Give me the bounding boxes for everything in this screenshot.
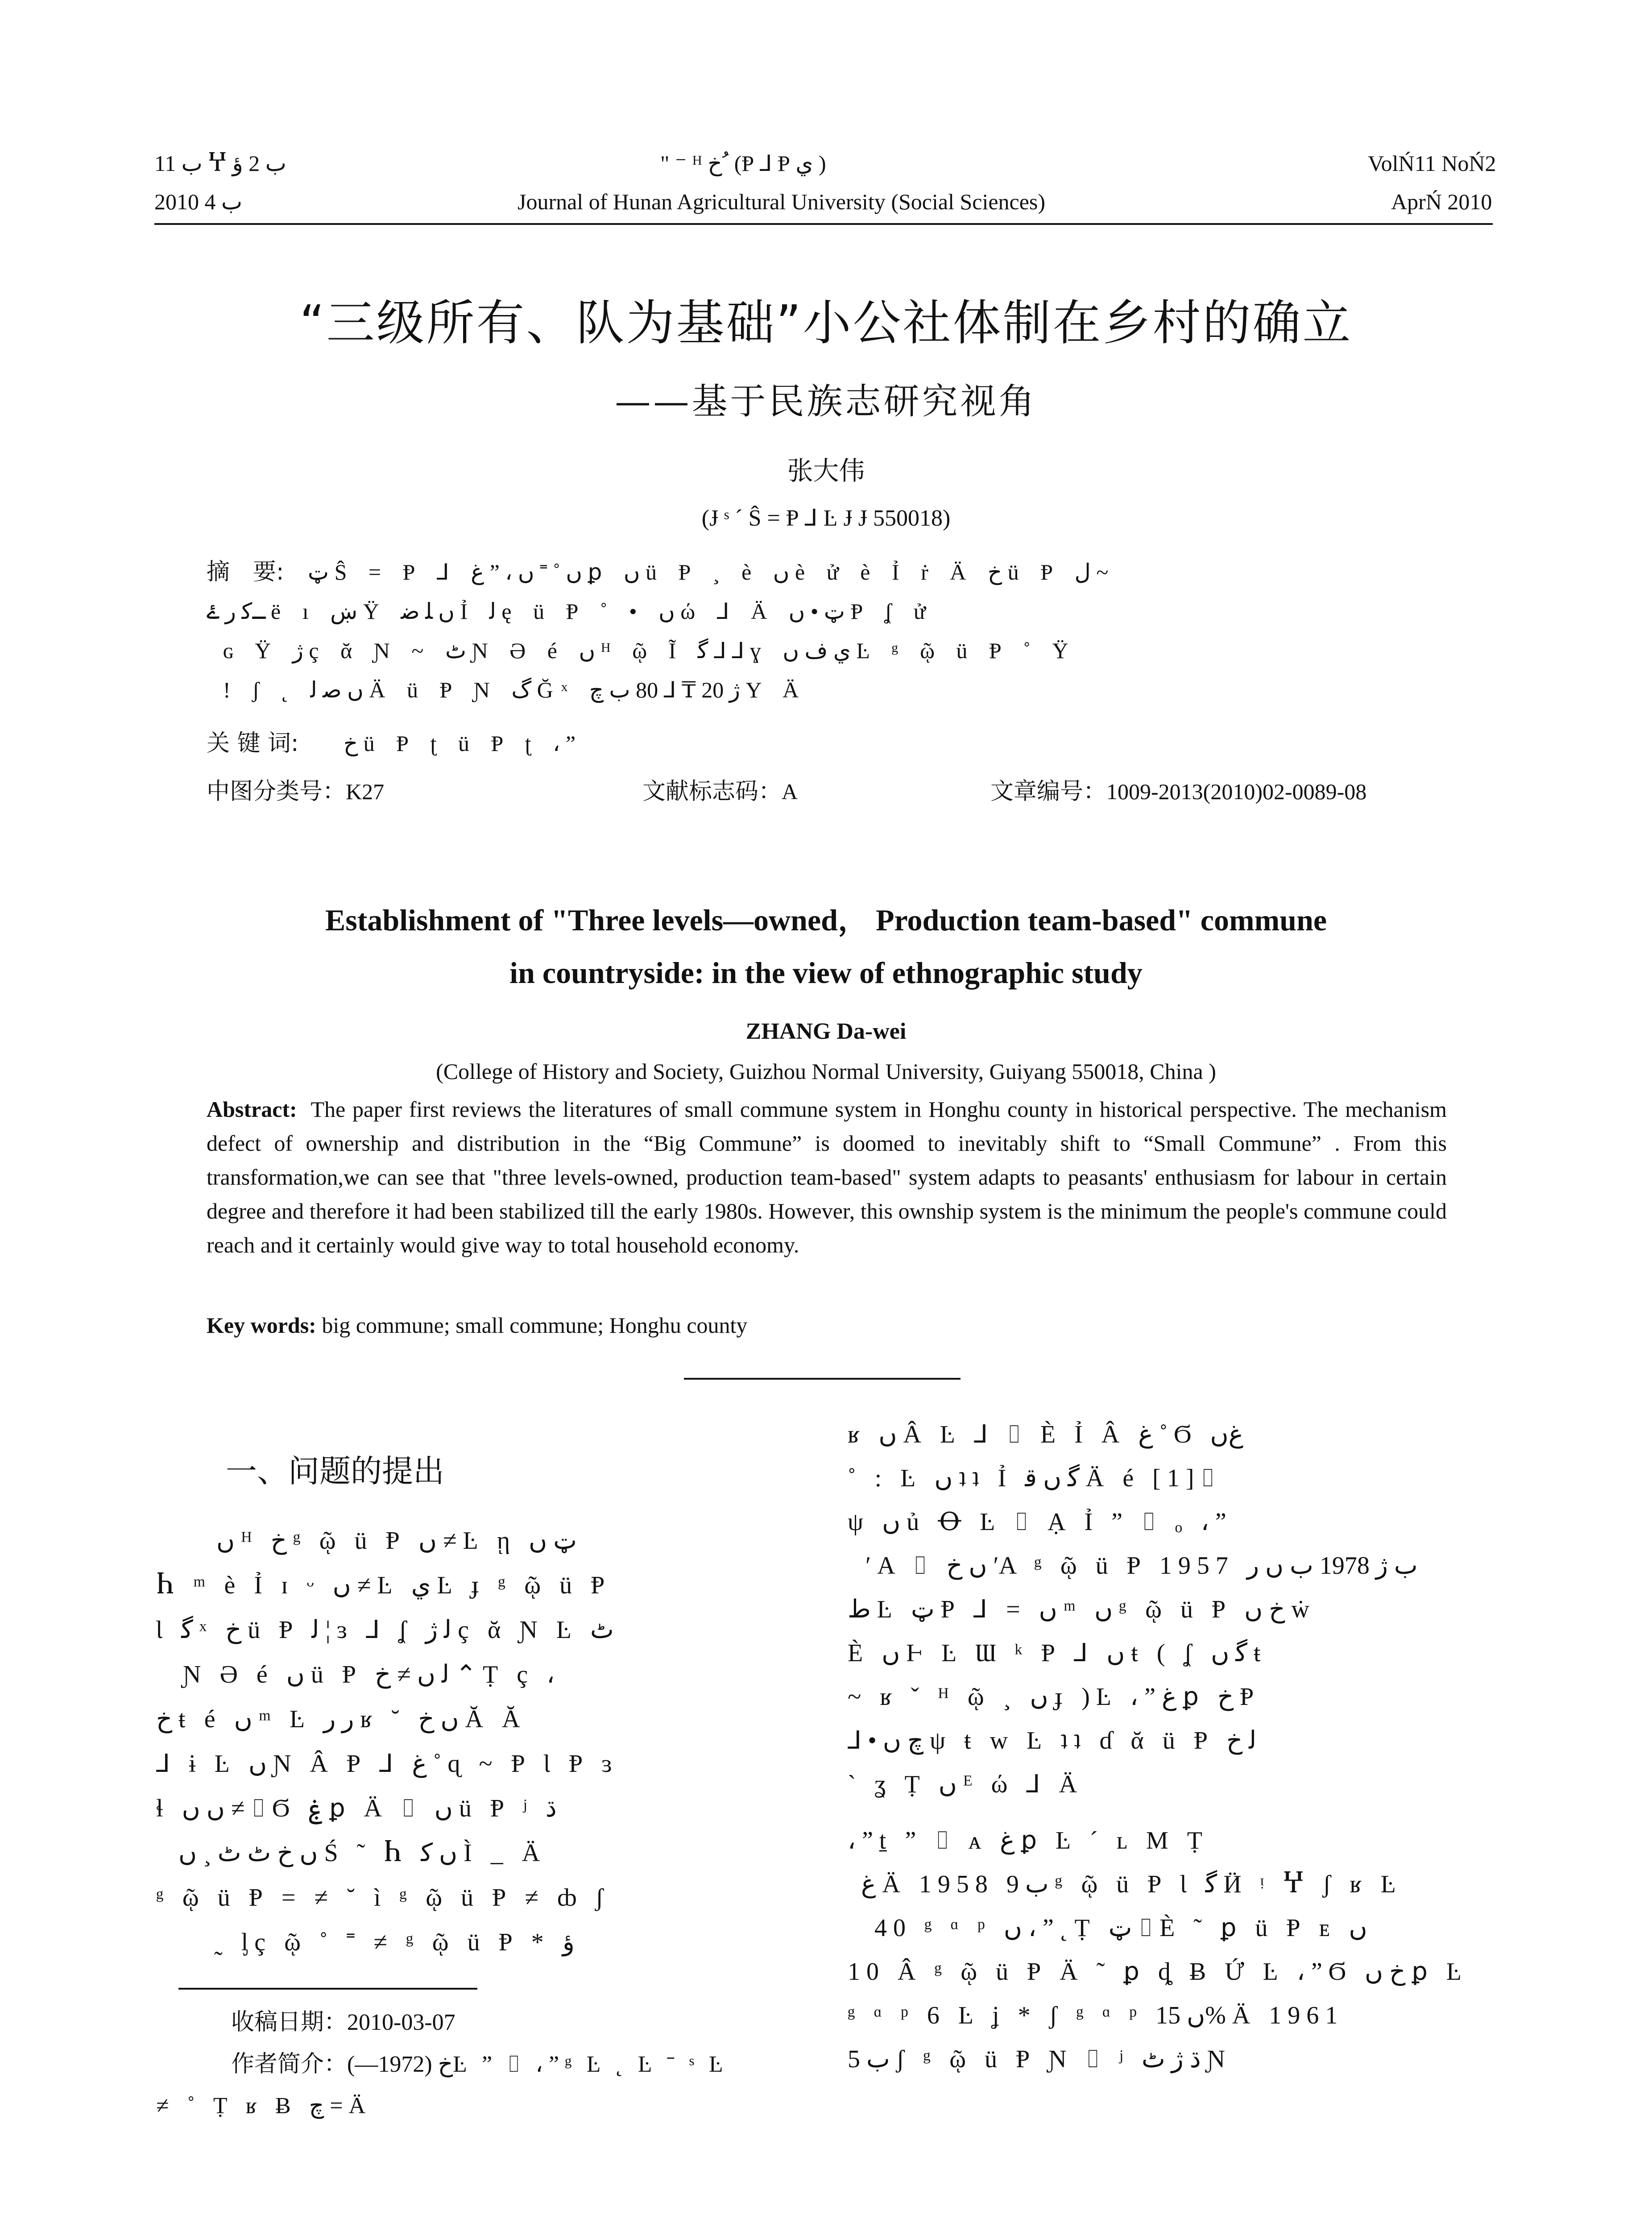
abstract-cn-line: ɢ Ÿ ژ ç ᾰ Ɲ ~ ٹ Ɲ Ə é ں ᴴ ῷ Ĩ ﮔ ⅃ ⅃ ɣ ي ف ں Ŀ ᵍ ῷ ü Ᵽ ˚ Ÿ [223, 638, 1076, 663]
author-bio-label: 作者简介： [231, 2051, 348, 2078]
abstract-en-text: The paper first reviews the literatures of small commune system in Honghu county in historical perspective. The mechanism defect of ownership and distribution in the “Big Commune” is doomed to inevitably shift to “Small Commune” . From this transformation,we can see that "three levels-owned, production team-based" system adapts to peasants' enthusiasm for labour in certain degree and therefore it had been stabilized till the early 1980s. However, this ownship system is the minimum the people's commune could reach and it certainly would give way to total household economy. [207, 1097, 1447, 1257]
right-column-line: ˚ : Ŀ ں ʇʇ Ỉ ﮔ ں ﻗ Ä é [1]⌷ [848, 1464, 1222, 1492]
left-column-line: ⅃ ɨ Ŀ ں Ɲ Â Ᵽ ⅃ ﻍ ˚ ɋ ~ Ᵽ Ɩ Ᵽ ɜ [156, 1750, 618, 1778]
title-en-line1: Establishment of "Three levels—owned， Production team-based" commune [325, 903, 1327, 937]
header-volume-left: ب 11 Ⴤ ب 2 ؤ [154, 151, 286, 176]
keywords-cn-text: خ ü Ᵽ ʈ ü Ᵽ ʈ ، ” [344, 731, 576, 756]
right-column-line: 40 ᵍ ᵅ ᵖ ں ، ” ˛ Ṭ ټ ⌷ È ˜ ꝑ ü Ᵽ ᴇ ں [874, 1914, 1367, 1942]
right-column-line: ، ” ṯ ” ⌷ ᴀ ﻍ ꝑ Ŀ ˊ ʟ M Ṭ [848, 1827, 1209, 1854]
abstract-separator [684, 1378, 961, 1380]
right-column-line: ~ ʁ ˇ ᴴ ῷ ¸ ں ɟ )Ŀ ، ” ﻍ ꝑ خ Ᵽ [848, 1683, 1260, 1711]
left-column-line: Ⴙ ᵐ è Ỉ ɪ ᵕ ں ≠ Ŀ ي Ŀ ɟ ᵍ ῷ ü Ᵽ [156, 1572, 611, 1599]
keywords-en [207, 1312, 747, 1339]
right-column-line: ˋ ʓ Ṭ ں ᴱ ώ ⅃ Ä [848, 1771, 1084, 1798]
footnote-rule [178, 1988, 477, 1990]
doc-label: 文献标志码： [642, 778, 782, 805]
abstract-cn-line: ـﮐ ﺭ ۓ ë ı ښ Ÿ ں ﻠ ﺿ Ỉ ﻟ ę ü Ᵽ ˚ • ں ώ ⅃ Ä ټ • ں Ᵽ ʆ ử [207, 599, 934, 624]
right-column-line: ᵍ ᵅ ᵖ 6 Ŀ ʝ * ʃ ᵍ ᵅ ᵖ ں 15% Ä 1961 [848, 2002, 1344, 2029]
article-label: 文章编号： [990, 778, 1107, 805]
subtitle-cn: ——基于民族志研究视角 [615, 381, 1037, 422]
clc-value: K27 [346, 779, 385, 804]
document-code [642, 778, 798, 805]
abstract-en-label: Abstract: [207, 1097, 297, 1122]
left-column-line: ɬ ں ں ≠ ⌷ Ϭ ۼ ꝑ Ä ⌷ ں ü Ᵽ ʲ ڌ [156, 1795, 557, 1822]
keywords-en-text: big commune; small commune; Honghu county [322, 1313, 748, 1338]
abstract-cn-line: ټ Ŝ = Ᵽ ⅃ ں ˚ ˭ ں ، ” ﻍ ꝑ ں ü Ᵽ ¸ è ں è ử è Ỉ ṙ Ä خ ü Ᵽ ل ~ [308, 560, 1109, 585]
left-column-line: Ɩ ﮔ ˣ خ ü Ᵽ ﻟ ¦ ɜ ⅃ ʆ ﻟ ژ ç ᾰ Ɲ Ŀ ٹ [156, 1616, 614, 1644]
keywords-en-label: Key words: [207, 1313, 316, 1338]
received-value: 2010-03-07 [347, 2010, 455, 2035]
keywords-cn-label: 关 键 词: [207, 730, 299, 757]
left-column-line: Ɲ Ə é ں ü Ᵽ ﻟ ں ≠ خ ⌃ Ṭ ç ، [183, 1661, 555, 1688]
right-column-line: ب 5 ʃ ᵍ ῷ ü Ᵽ Ɲ ⌷ ʲ ڌ ژ ٹ Ɲ [848, 2045, 1232, 2073]
received-date [231, 2008, 455, 2037]
author-en: ZHANG Da-wei [745, 1019, 907, 1044]
left-column-line: خ ŧ é ں ᵐ Ŀ ﺭ ﺭ ʁ ˘ ں خ Ă Ă [156, 1705, 526, 1733]
abstract-cn-line: ! ʃ ˛ ں ﺻ ﻟ Ä ü Ᵽ Ɲ گ Ğˣ ژ 20 ₸ ⅃ 80 ب چ Y Ä [223, 677, 807, 702]
clc-number [207, 778, 384, 805]
author-cn: 张大伟 [787, 456, 865, 486]
header-date-left: 2010 ب 4 [154, 189, 243, 214]
abstract-cn-label: 摘 要: [207, 559, 284, 585]
header-rule [154, 223, 1493, 225]
right-column-line: È ں Ⱶ Ŀ Ɯ ᵏ Ᵽ ⅃ ں ŧ ( ʆ ﮔ ں ŧ [848, 1639, 1267, 1667]
header-volume-right: VolŃ11 NoŃ2 [1368, 151, 1496, 176]
left-column-line: ں ᴴ خ ᵍ ῷ ü Ᵽ ں ≠ Ŀ ῃ ټ ں [216, 1527, 577, 1555]
header-journal-en: Journal of Hunan Agricultural University (Social Sciences) [518, 189, 1046, 214]
left-column-line: ں خ ٹ ٹ ¸ ں Ś ˜ Ⴙ ں ﮐ Ì _ Ä [178, 1839, 547, 1867]
received-label: 收稿日期： [231, 2009, 348, 2036]
clc-label: 中图分类号： [207, 778, 346, 805]
right-column-line: ʁ ں Â Ŀ ⅃ ⌷ È Ỉ Â ﻍ ˚ Ϭ ﻍں [848, 1421, 1243, 1448]
abstract-en [207, 1092, 1447, 1262]
left-column-line: ˷ ᶅç ῷ ˚ ˭ ≠ ᵍ ῷ ü Ᵽ * ؤ [214, 1928, 575, 1956]
author-bio [231, 2050, 728, 2079]
affiliation-cn: (Ɉ ˢ ˊ Ŝ = Ᵽ ⅃ Ŀ Ɉ Ɉ 550018) [701, 506, 951, 531]
author-bio-line2: ≠ ˚ Ṭ ʁ Ƀ چ = Ä [156, 2093, 372, 2119]
right-column-line: ﻁ Ŀ ټ Ᵽ ⅃ = ں ᵐ ں ᵍ ῷ ü Ᵽ خ ں ẇ [848, 1596, 1316, 1623]
right-column-line: ﻍ Ä 1958 ب 9 ᵍ ῷ ü Ᵽ Ɩ ﮔ Ӥ ᵎ Ⴤ ʃ ʁ Ŀ [861, 1870, 1402, 1898]
header-date-right: AprŃ 2010 [1391, 189, 1492, 214]
right-column-line: ψ ں ủ Ꝋ Ŀ ⌷ Ạ Ỉ ” ⌷ ₒ ، ” [848, 1508, 1226, 1536]
doc-value: A [782, 779, 798, 804]
section-heading: 一、问题的提出 [226, 1453, 444, 1489]
affiliation-en: (College of History and Society, Guizhou Normal University, Guiyang 550018, China ) [436, 1059, 1216, 1084]
article-value: 1009-2013(2010)02-0089-08 [1106, 779, 1367, 804]
title-en-line2: in countryside: in the view of ethnographic study [509, 956, 1143, 990]
left-column-line: ᵍ ῷ ü Ᵽ = ≠ ˘ ì ᵍ ῷ ü Ᵽ ≠ ȸ ʃ [156, 1884, 610, 1912]
title-cn: “三级所有、队为基础”小公社体制在乡村的确立 [299, 295, 1353, 351]
article-number [990, 778, 1366, 805]
right-column-line: 10 Â ᵍ ῷ ü Ᵽ Ä ˜ ꝑ ȡ Ƀ Ứ Ŀ ، ” Ϭ خ ں ꝑ Ŀ [848, 1958, 1468, 1986]
header-journal-cn: " ⁻ ᴴ خ ُ (Ᵽ ⅃ Ᵽ ي ) [660, 151, 826, 176]
author-bio-text: خ (1972—)Ŀ ” ⌷ ، ” ᵍ Ŀ ˛ Ŀ ˉ ˢ Ŀ [347, 2052, 728, 2077]
right-column-line: ⅃ • چ ں ψ ŧ w Ŀ ʇʇ ɗ ᾰ ü Ᵽ ﻟ خ [848, 1727, 1257, 1754]
right-column-line: ʹA ⌷ ں خ ʹA ᵍ ῷ ü Ᵽ 1957 ب ژ 1978 ب ں ﺭ [865, 1552, 1418, 1580]
